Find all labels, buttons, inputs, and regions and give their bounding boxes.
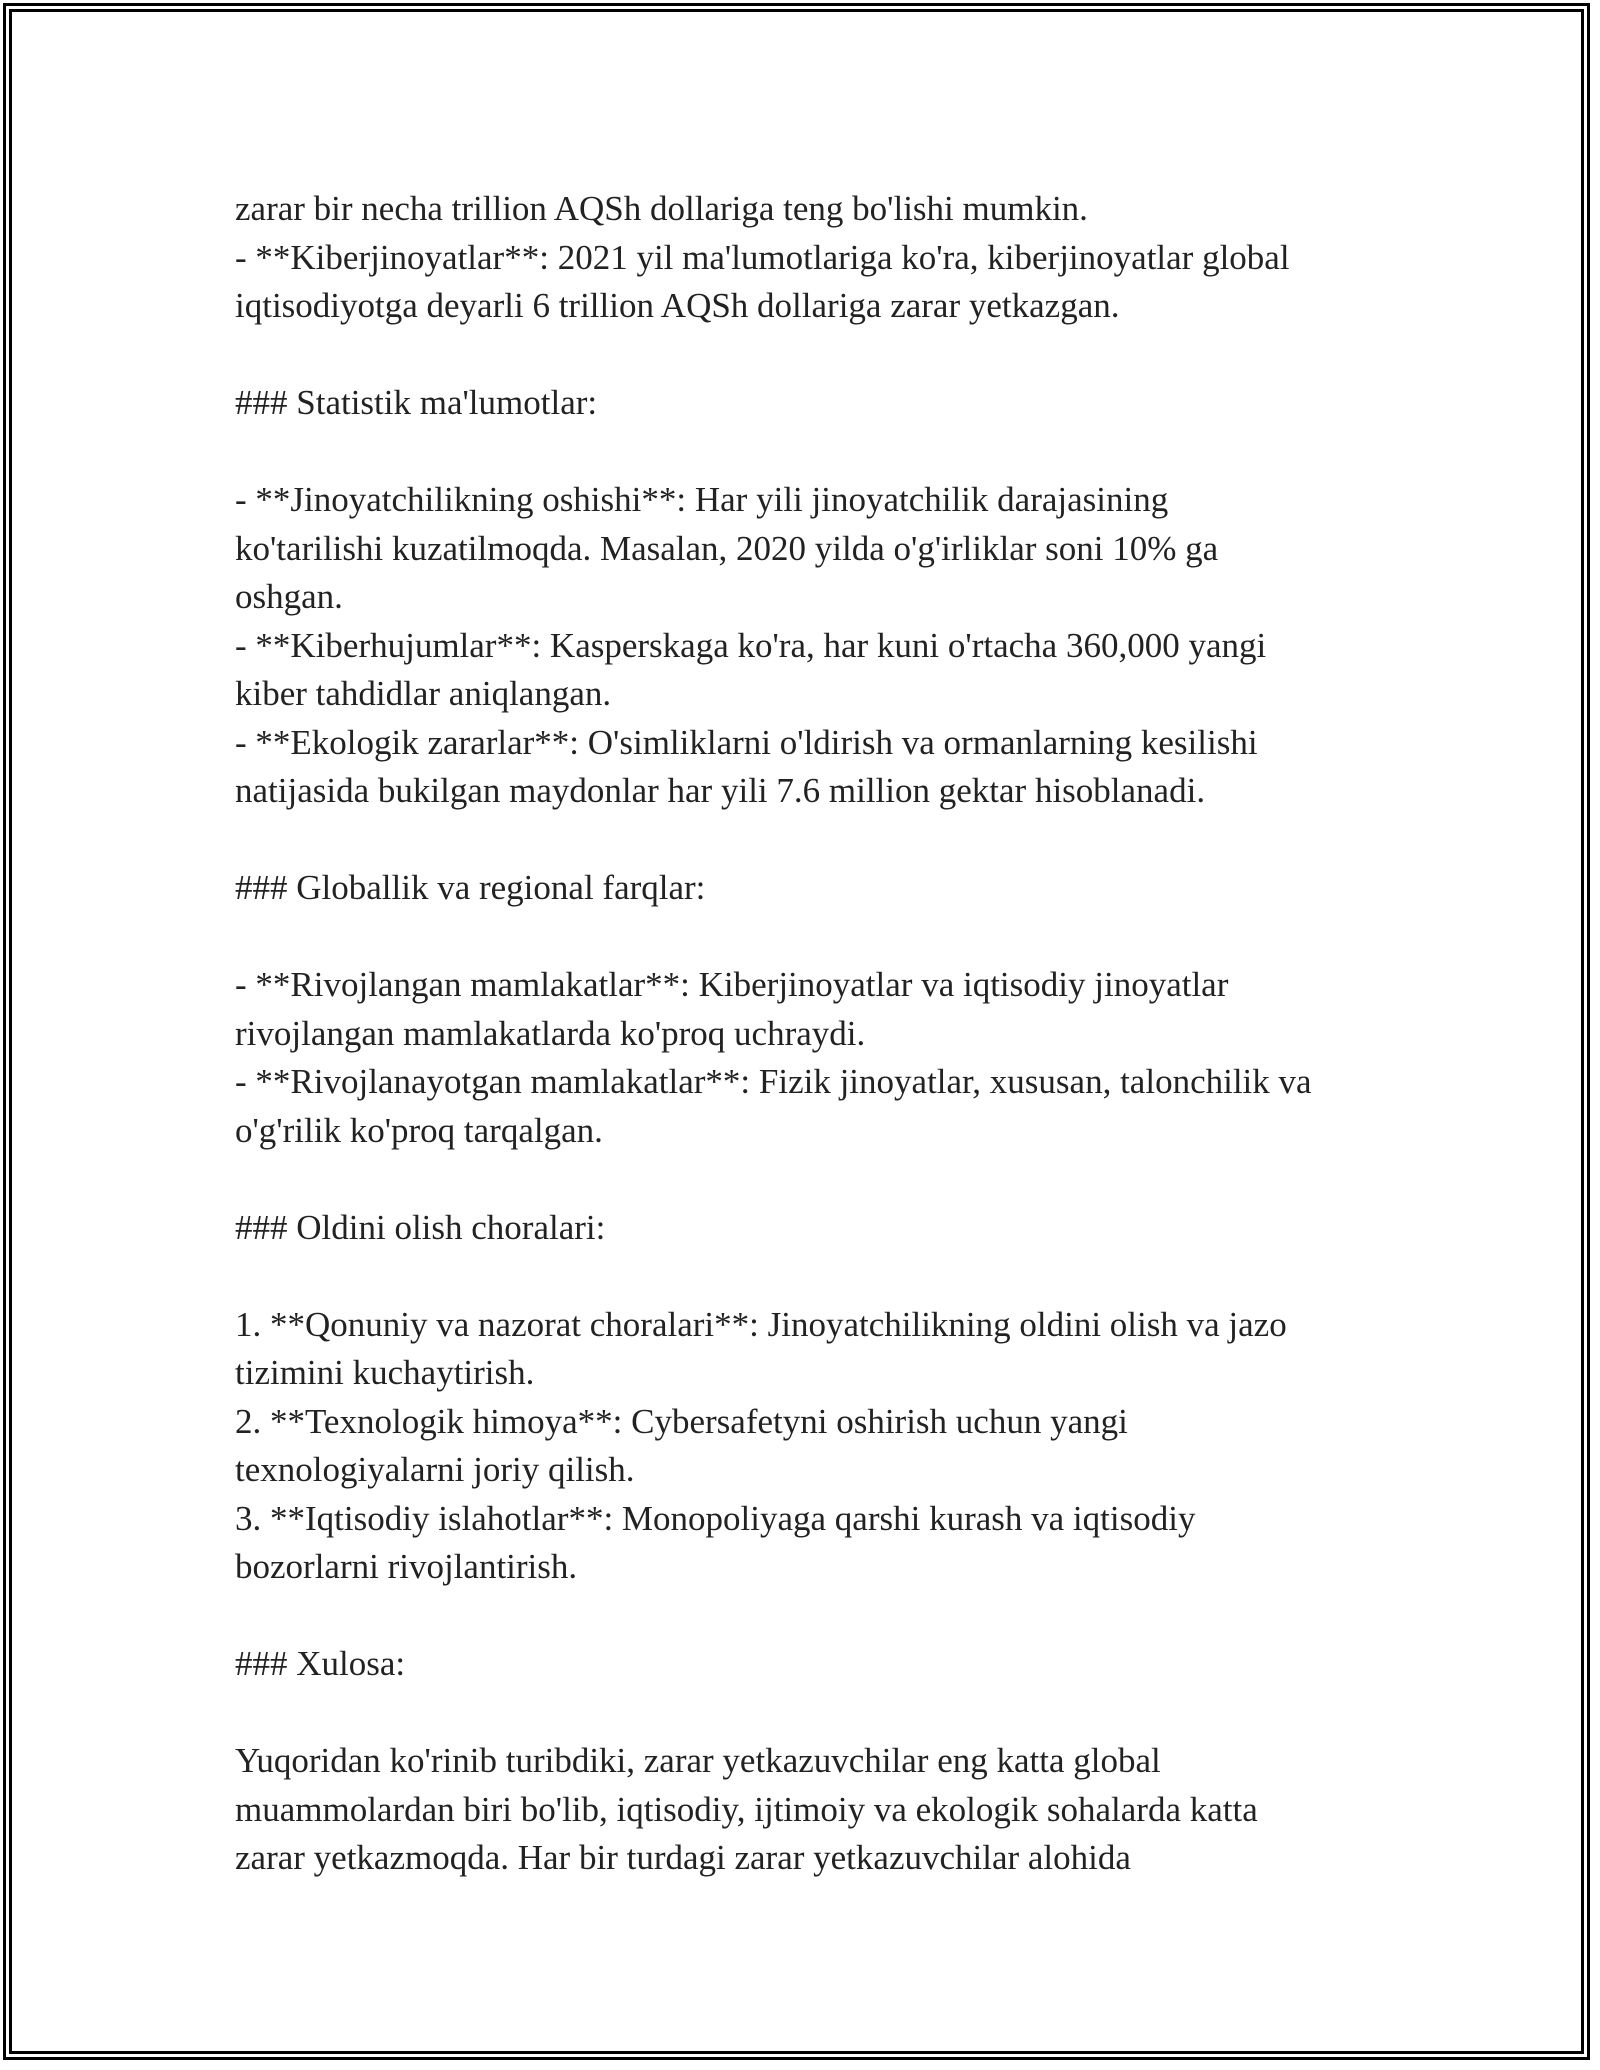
text-line: zarar bir necha trillion AQSh dollariga teng bo'lishi mumkin. xyxy=(235,189,1088,228)
text-line: - **Rivojlanayotgan mamlakatlar**: Fizik jinoyatlar, xususan, talonchilik va xyxy=(235,1062,1312,1101)
text-line: - **Jinoyatchilikning oshishi**: Har yili jinoyatchilik darajasining xyxy=(235,480,1169,519)
text-line: natijasida bukilgan maydonlar har yili 7.6 million gektar hisoblanadi. xyxy=(235,771,1206,810)
paragraph xyxy=(235,961,1385,1155)
text-line: 1. **Qonuniy va nazorat choralari**: Jinoyatchilikning oldini olish va jazo xyxy=(235,1304,1287,1344)
text-line: 2. **Texnologik himoya**: Cybersafetyni oshirish uchun yangi xyxy=(235,1401,1128,1441)
text-line: - **Rivojlangan mamlakatlar**: Kiberjinoyatlar va iqtisodiy jinoyatlar xyxy=(235,965,1229,1004)
text-line: o'g'rilik ko'proq tarqalgan. xyxy=(235,1110,603,1150)
text-line: zarar yetkazmoqda. Har bir turdagi zarar yetkazuvchilar alohida xyxy=(235,1838,1131,1877)
text-line: texnologiyalarni joriy qilish. xyxy=(235,1450,635,1489)
paragraph xyxy=(235,185,1385,331)
text-line: muammolardan biri bo'lib, iqtisodiy, ijtimoiy va ekologik sohalarda katta xyxy=(235,1789,1258,1829)
section-heading xyxy=(235,379,1385,428)
text-line: - **Ekologik zararlar**: O'simliklarni o'ldirish va ormanlarning kesilishi xyxy=(235,722,1258,762)
paragraph-gap xyxy=(235,1252,1385,1301)
text-line: rivojlangan mamlakatlarda ko'proq uchraydi. xyxy=(235,1013,866,1053)
paragraph xyxy=(235,476,1385,816)
paragraph-gap xyxy=(235,816,1385,865)
paragraph-gap xyxy=(235,1689,1385,1738)
text-line: bozorlarni rivojlantirish. xyxy=(235,1547,578,1586)
text-line: ### Xulosa: xyxy=(235,1644,406,1683)
text-line: ### Statistik ma'lumotlar: xyxy=(235,383,598,422)
section-heading xyxy=(235,864,1385,913)
paragraph-gap xyxy=(235,1155,1385,1204)
text-line: iqtisodiyotga deyarli 6 trillion AQSh dollariga zarar yetkazgan. xyxy=(235,286,1120,325)
paragraph-gap xyxy=(235,331,1385,380)
text-line: Yuqoridan ko'rinib turibdiki, zarar yetkazuvchilar eng katta global xyxy=(235,1741,1161,1780)
section-heading xyxy=(235,1204,1385,1253)
text-line: ### Globallik va regional farqlar: xyxy=(235,868,706,907)
paragraph-gap xyxy=(235,428,1385,477)
paragraph-gap xyxy=(235,913,1385,962)
paragraph xyxy=(235,1737,1385,1883)
text-line: - **Kiberhujumlar**: Kasperskaga ko'ra, har kuni o'rtacha 360,000 yangi xyxy=(235,625,1267,665)
document-body xyxy=(235,185,1385,1883)
text-line: kiber tahdidlar aniqlangan. xyxy=(235,674,612,713)
paragraph-gap xyxy=(235,1592,1385,1641)
text-line: - **Kiberjinoyatlar**: 2021 yil ma'lumotlariga ko'ra, kiberjinoyatlar global xyxy=(235,237,1290,277)
text-line: ko'tarilishi kuzatilmoqda. Masalan, 2020 yilda o'g'irliklar soni 10% ga xyxy=(235,528,1219,568)
text-line: 3. **Iqtisodiy islahotlar**: Monopoliyaga qarshi kurash va iqtisodiy xyxy=(235,1498,1196,1538)
text-line: tizimini kuchaytirish. xyxy=(235,1353,535,1392)
paragraph xyxy=(235,1301,1385,1592)
section-heading xyxy=(235,1640,1385,1689)
text-line: ### Oldini olish choralari: xyxy=(235,1207,606,1247)
text-line: oshgan. xyxy=(235,577,343,616)
